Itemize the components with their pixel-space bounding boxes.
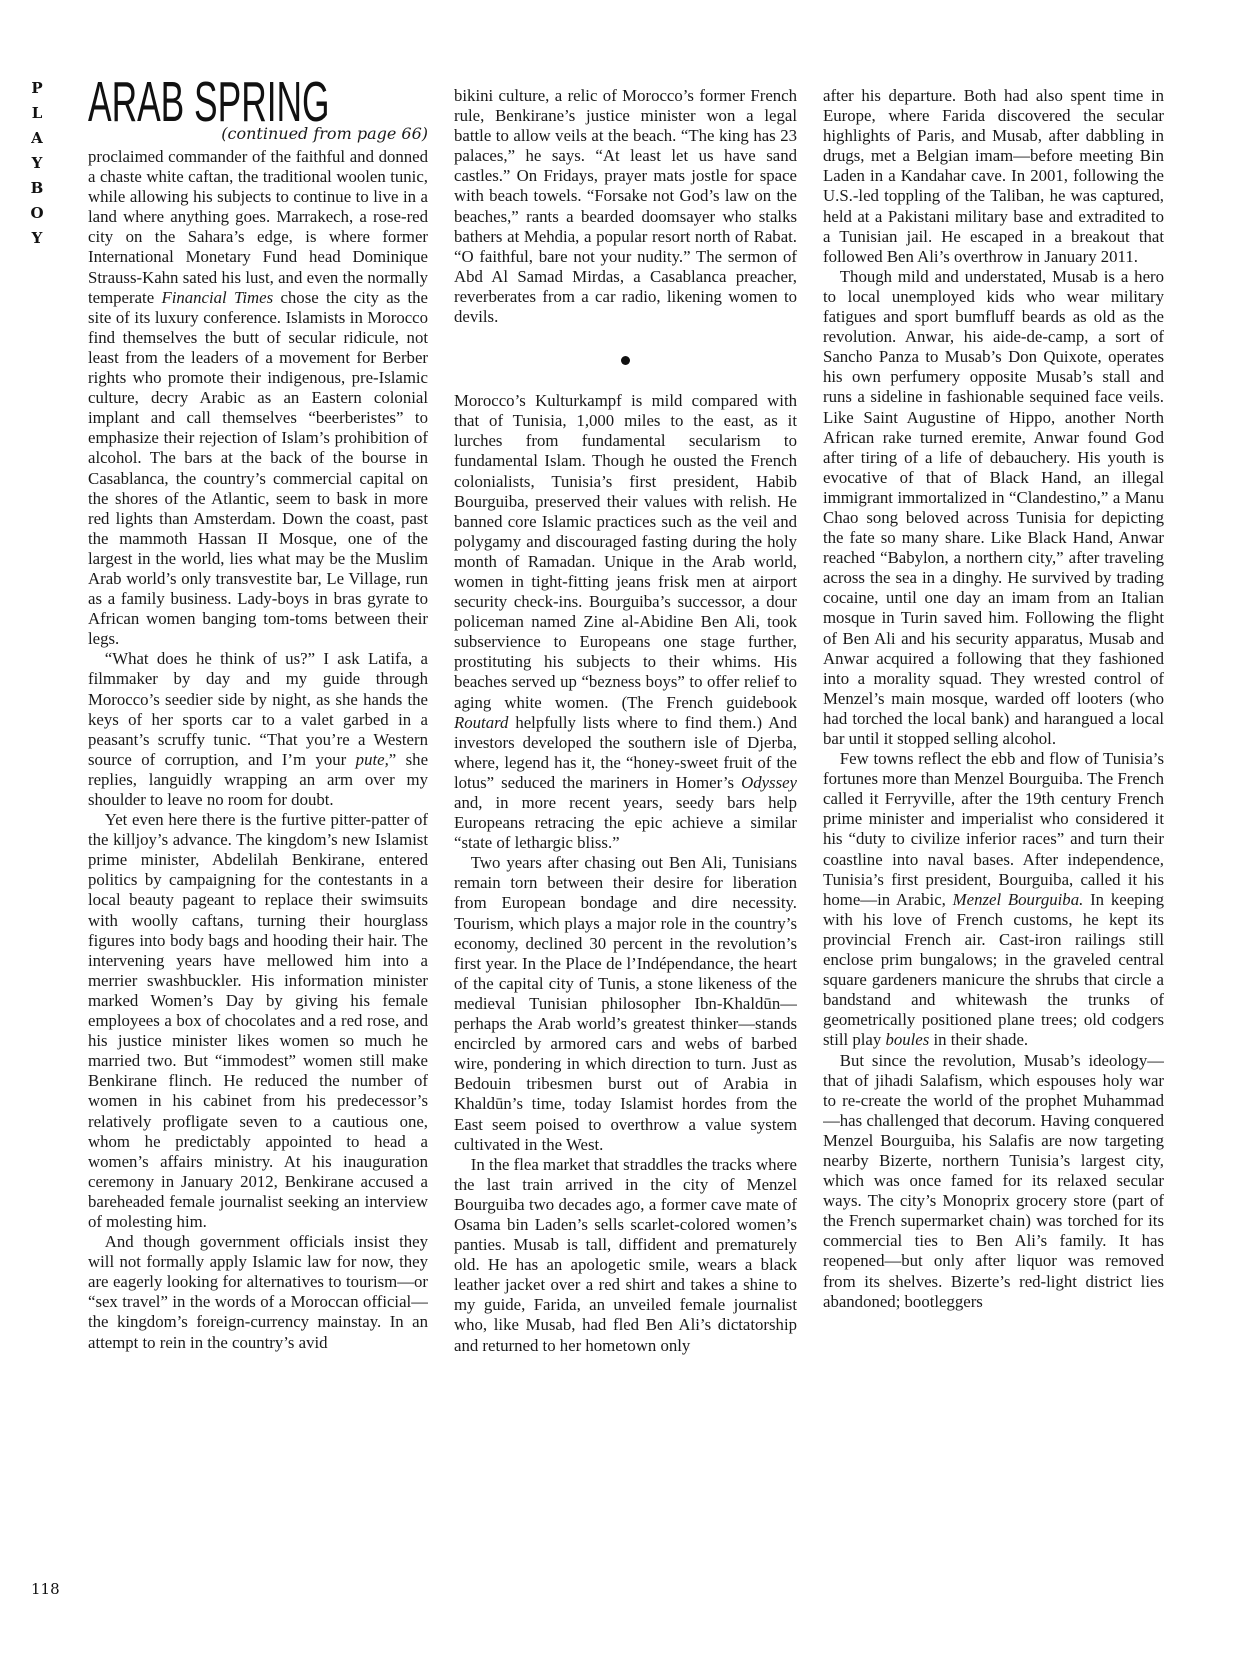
article-paragraph: [88, 649, 428, 810]
text-segment: and, in more recent years, seedy bars help Europeans retracing the epic achieve a similar “state of lethargic bliss.”: [454, 793, 797, 853]
masthead-letter: P: [31, 79, 43, 97]
magazine-masthead: [26, 76, 48, 251]
text-segment: In the flea market that straddles the tracks where the last train arrived in the city of Menzel Bourguiba two decades ago, a former cave mate of Osama bin Laden’s sells scarlet-colored women’s panties. Musab is tall, diffident and prematurely old. He has an apologetic smile, wears a black leather jacket over a red shirt and takes a shine to my guide, Farida, an unveiled female journalist who, like Musab, had fled Ben Ali’s dictatorship and returned to her hometown only: [454, 1154, 797, 1355]
article-paragraph: [454, 391, 797, 853]
text-segment: But since the revolution, Musab’s ideology—that of jihadi Salafism, which espouses holy war to re-create the world of the prophet Muhammad—has challenged that decorum. Having conquered Menzel Bourguiba, his Salafis are now targeting nearby Bizerte, northern Tunisia’s largest city, which was once famed for its relaxed secular ways. The city’s Monoprix grocery store (part of the French supermarket chain) was torched for its commercial ties to Ben Ali’s family. It has reopened—but only after liquor was removed from its shelves. Bizerte’s red-light district lies abandoned; bootleggers: [823, 1050, 1164, 1311]
text-segment: Few towns reflect the ebb and flow of Tunisia’s fortunes more than Menzel Bourguiba. The French called it Ferryville, after the 19th century French prime minister and imperialist who considered it his “duty to civilize inferior races” and turn their coastline into naval bases. After independence, Tunisia’s first president, Bourguiba, called it his home—in Arabic,: [823, 749, 1164, 909]
italic-text: Odyssey: [741, 772, 797, 792]
bullet-icon: [621, 356, 630, 365]
text-segment: bikini culture, a relic of Morocco’s former French rule, Benkirane’s justice minister won a legal battle to allow veils at the beach. “The king has 23 palaces,” he says. “At least let us have sand castles.” On Fridays, prayer mats jostle for space with beach towels. “Forsake not God’s law on the beaches,” rants a bearded doomsayer who stalks bathers at Mehdia, a popular resort north of Rabat. “O faithful, bare not your nudity.” The sermon of Abd Al Samad Mirdas, a Casablanca preacher, reverberates from a car radio, likening women to devils.: [454, 86, 797, 327]
text-segment: Morocco’s Kulturkampf is mild compared with that of Tunisia, 1,000 miles to the east, as it lurches from fundamental secularism to fundamental Islam. Though he ousted the French colonialists, Tunisia’s first president, Habib Bourguiba, preserved their values with relish. He banned core Islamic practices such as the veil and polygamy and discouraged fasting during the holy month of Ramadan. Unique in the Arab world, women in tight-fitting jeans frisk men at airport security check-ins. Bourguiba’s successor, a dour policeman named Zine al-Abidine Ben Ali, took subservience to Europeans one stage further, prostituting his subjects to their whims. His beaches served up “bezness boys” to offer relief to aging white women. (The French guidebook: [454, 391, 797, 712]
article-paragraph: [88, 147, 428, 649]
masthead-letter: B: [30, 179, 44, 197]
text-segment: In keeping with his love of French customs, he kept its provincial French air. Cast-iron railings still enclose prim bungalows; in the graveled central square gardeners manicure the shrubs that circle a bandstand and whitewash the trunks of geometrically positioned plane trees; old codgers still play: [823, 889, 1164, 1050]
article-paragraph: [823, 1051, 1164, 1312]
article-paragraph: [823, 267, 1164, 749]
italic-text: Routard: [454, 712, 509, 732]
text-segment: ” she replies, languidly wrapping an arm over my shoulder to leave no room for doubt.: [88, 749, 428, 809]
article-paragraph: [454, 1155, 797, 1356]
article-headline: ARAB SPRING: [88, 70, 330, 134]
article-paragraph: [823, 86, 1164, 267]
text-segment: “What does he think of us?” I ask Latifa, a filmmaker by day and my guide through Morocco’s seedier side by night, as she hands the keys of her sports car to a valet garbed in a peasant’s scruffy tunic. “That you’re a Western source of corruption, and I’m your: [88, 649, 428, 769]
italic-text: pute,: [355, 749, 389, 769]
text-segment: in their shade.: [929, 1030, 1029, 1050]
masthead-letter: A: [31, 129, 43, 147]
article-paragraph: [88, 810, 428, 1232]
page-number: 118: [31, 1580, 60, 1598]
article-column-2: [454, 86, 797, 1596]
section-divider: [454, 349, 797, 369]
text-segment: Two years after chasing out Ben Ali, Tunisians remain torn between their desire for liberation from European bondage and dire necessity. Tourism, which plays a major role in the country’s economy, declined 30 percent in the revolution’s first year. In the Place de l’Indépendance, the heart of the capital city of Tunis, a stone likeness of the medieval Tunisian philosopher Ibn-Khaldūn—perhaps the Arab world’s greatest thinker—stands encircled by armored cars and webs of barbed wire, pondering in which direction to turn. Just as Bedouin tribesmen burst out of Arabia in Khaldūn’s time, today Islamist hordes from the East seem poised to overthrow a value system cultivated in the West.: [454, 853, 797, 1154]
italic-text: Financial Times: [161, 287, 274, 307]
continued-note: (continued from page 66): [221, 124, 428, 143]
italic-text: Menzel Bourguiba.: [952, 889, 1084, 909]
article-paragraph: [823, 749, 1164, 1050]
article-column-3: [823, 86, 1164, 1596]
article-column-1: [88, 147, 428, 1596]
masthead-letter: L: [31, 104, 43, 122]
article-paragraph: [454, 86, 797, 327]
text-segment: helpfully lists where to find them.) And investors developed the southern isle of Djerba, where, legend has it, the “honey-sweet fruit of the lotus” seduced the mariners in Homer’s: [454, 712, 797, 792]
masthead-letter: O: [30, 204, 44, 222]
masthead-letter: Y: [31, 229, 43, 247]
article-paragraph: [88, 1232, 428, 1353]
text-segment: Though mild and understated, Musab is a hero to local unemployed kids who wear military fatigues and sport bumfluff beards as old as the revolution. Anwar, his aide-de-camp, a sort of Sancho Panza to Musab’s Don Quixote, operates his own perfumery opposite Musab’s stall and runs a sideline in fashionable sequined face veils. Like Saint Augustine of Hippo, another North African rake turned eremite, Anwar found God after tiring of a life of debauchery. His youth is evocative of that of Black Hand, an illegal immigrant immortalized in “Clandestino,” a Manu Chao song beloved across Tunisia for depicting the fate so many share. Like Black Hand, Anwar reached “Babylon, a northern city,” after traveling across the sea in a dinghy. He survived by trading cocaine, until one day an imam from an Italian mosque in Turin saved him. Following the flight of Ben Ali and his security apparatus, Musab and Anwar acquired a following that they fashioned into a morality squad. They wrested control of Menzel’s main mosque, warded off looters (who had torched the local bank) and harangued a local bar until it stopped selling alcohol.: [823, 266, 1164, 748]
article-paragraph: [454, 853, 797, 1154]
text-segment: chose the city as the site of its luxury conference. Islamists in Morocco find themselves the butt of secular ridicule, not least from the leaders of a movement for Berber rights who promote their indigenous, pre-Islamic culture, decry Arabic as an Eastern colonial implant and call themselves “beerberistes” to emphasize their rejection of Islam’s prohibition of alcohol. The bars at the back of the bourse in Casablanca, the country’s commercial capital on the shores of the Atlantic, seem to bask in more red lights than Amsterdam. Down the coast, past the mammoth Hassan II Mosque, one of the largest in the world, lies what may be the Muslim Arab world’s only transvestite bar, Le Village, run as a family business. Lady-boys in bras gyrate to African women banging tom-toms between their legs.: [88, 287, 428, 649]
text-segment: proclaimed commander of the faithful and donned a chaste white caftan, the traditional woolen tunic, while allowing his subjects to continue to live in a land where anything goes. Marrakech, a rose-red city on the Sahara’s edge, is where former International Monetary Fund head Dominique Strauss-Kahn sated his lust, and even the normally temperate: [88, 147, 428, 307]
text-segment: Yet even here there is the furtive pitter-patter of the killjoy’s advance. The kingdom’s new Islamist prime minister, Abdelilah Benkirane, entered politics by campaigning for the contestants in a local beauty pageant to replace their swimsuits with woolly caftans, turning their hourglass figures into body bags and hooding their hair. The intervening years have mellowed him into a merrier swashbuckler. His information minister marked Women’s Day by giving his female employees a box of chocolates and a red rose, and his justice minister likes women so much he married two. But “immodest” women still make Benkirane flinch. He reduced the number of women in his cabinet from his predecessor’s relatively profligate seven to a cautious one, whom he predictably appointed to head a women’s affairs ministry. At his inauguration ceremony in January 2012, Benkirane accused a bareheaded female journalist seeking an interview of molesting him.: [88, 810, 428, 1231]
text-segment: after his departure. Both had also spent time in Europe, where Farida discovered the secular highlights of Paris, and Musab, after dabbling in drugs, met a Belgian imam—before meeting Bin Laden in a Kandahar cave. In 2001, following the U.S.-led toppling of the Taliban, he was captured, held at a Pakistani military base and extradited to a Tunisian jail. He escaped in a breakout that followed Ben Ali’s overthrow in January 2011.: [823, 86, 1164, 266]
masthead-letter: Y: [31, 154, 43, 172]
text-segment: And though government officials insist they will not formally apply Islamic law for now, they are eagerly looking for alternatives to tourism—or “sex travel” in the words of a Moroccan official—the kingdom’s foreign-currency mainstay. In an attempt to rein in the country’s avid: [88, 1232, 428, 1352]
italic-text: boules: [885, 1030, 930, 1050]
